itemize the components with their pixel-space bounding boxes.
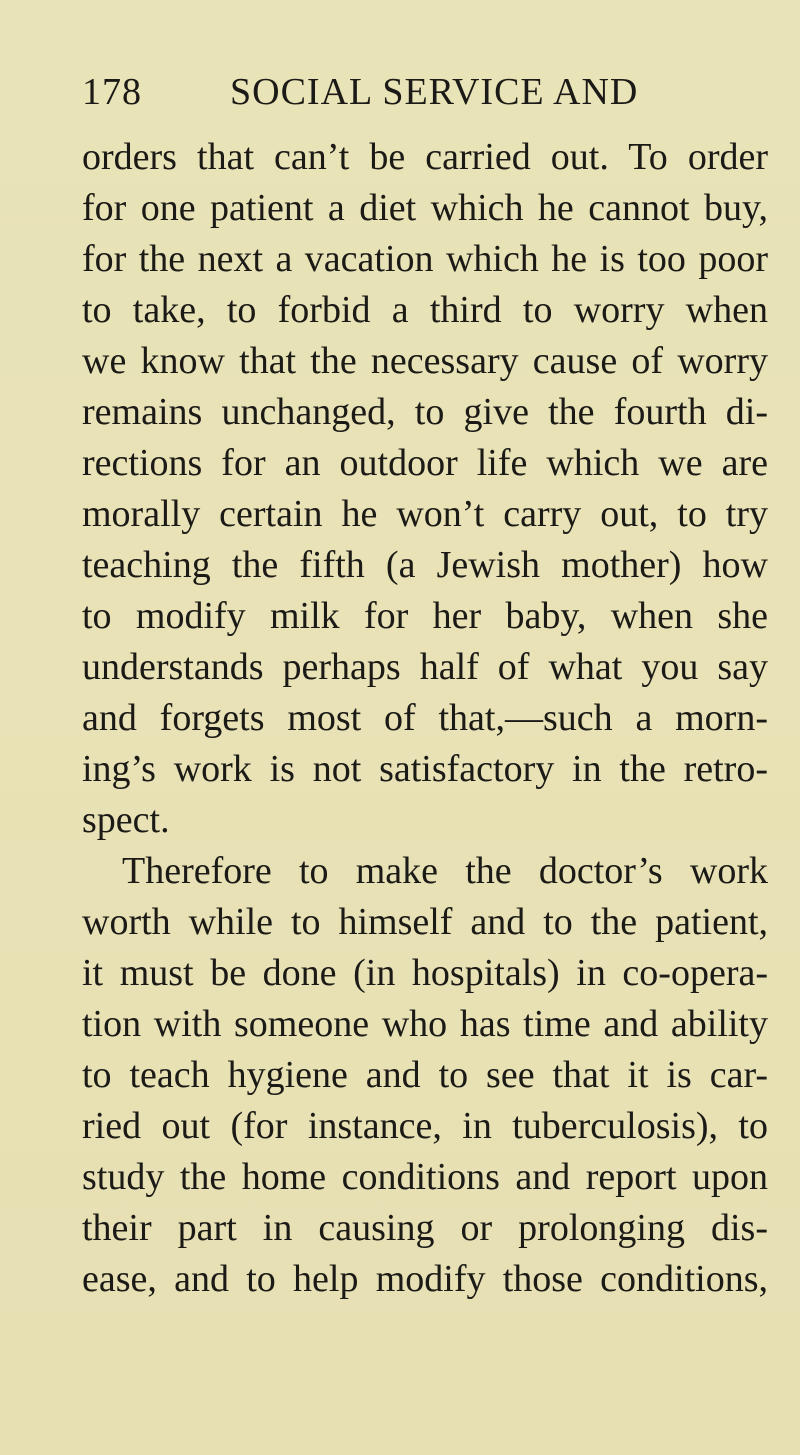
text-line: for the next a vacation which he is too poor (82, 238, 768, 280)
text-line: to teach hygiene and to see that it is car- (82, 1054, 768, 1096)
text-line: we know that the necessary cause of worry (82, 340, 768, 382)
text-line: understands perhaps half of what you say (82, 646, 768, 688)
text-line: remains unchanged, to give the fourth di- (82, 391, 768, 433)
page-header (82, 68, 742, 116)
text-line: ried out (for instance, in tuberculosis), to (82, 1105, 768, 1147)
text-line: ease, and to help modify those conditions, (82, 1258, 768, 1300)
text-line: worth while to himself and to the patient, (82, 901, 768, 943)
text-line: it must be done (in hospitals) in co-opera- (82, 952, 768, 994)
text-line: to take, to forbid a third to worry when (82, 289, 768, 331)
text-line: teaching the fifth (a Jewish mother) how (82, 544, 768, 586)
text-line: Therefore to make the doctor’s work (122, 850, 768, 892)
text-line: spect. (82, 799, 170, 841)
text-line: ing’s work is not satisfactory in the retro- (82, 748, 768, 790)
text-line: for one patient a diet which he cannot buy, (82, 187, 768, 229)
text-line: study the home conditions and report upon (82, 1156, 768, 1198)
text-line: tion with someone who has time and ability (82, 1003, 768, 1045)
text-line: their part in causing or prolonging dis- (82, 1207, 768, 1249)
text-line: morally certain he won’t carry out, to try (82, 493, 768, 535)
text-line: orders that can’t be carried out. To order (82, 136, 768, 178)
text-line: and forgets most of that,—such a morn- (82, 697, 768, 739)
running-title: SOCIAL SERVICE AND (230, 71, 639, 113)
text-line: to modify milk for her baby, when she (82, 595, 768, 637)
text-line: rections for an outdoor life which we are (82, 442, 768, 484)
page-number: 178 (82, 71, 142, 113)
